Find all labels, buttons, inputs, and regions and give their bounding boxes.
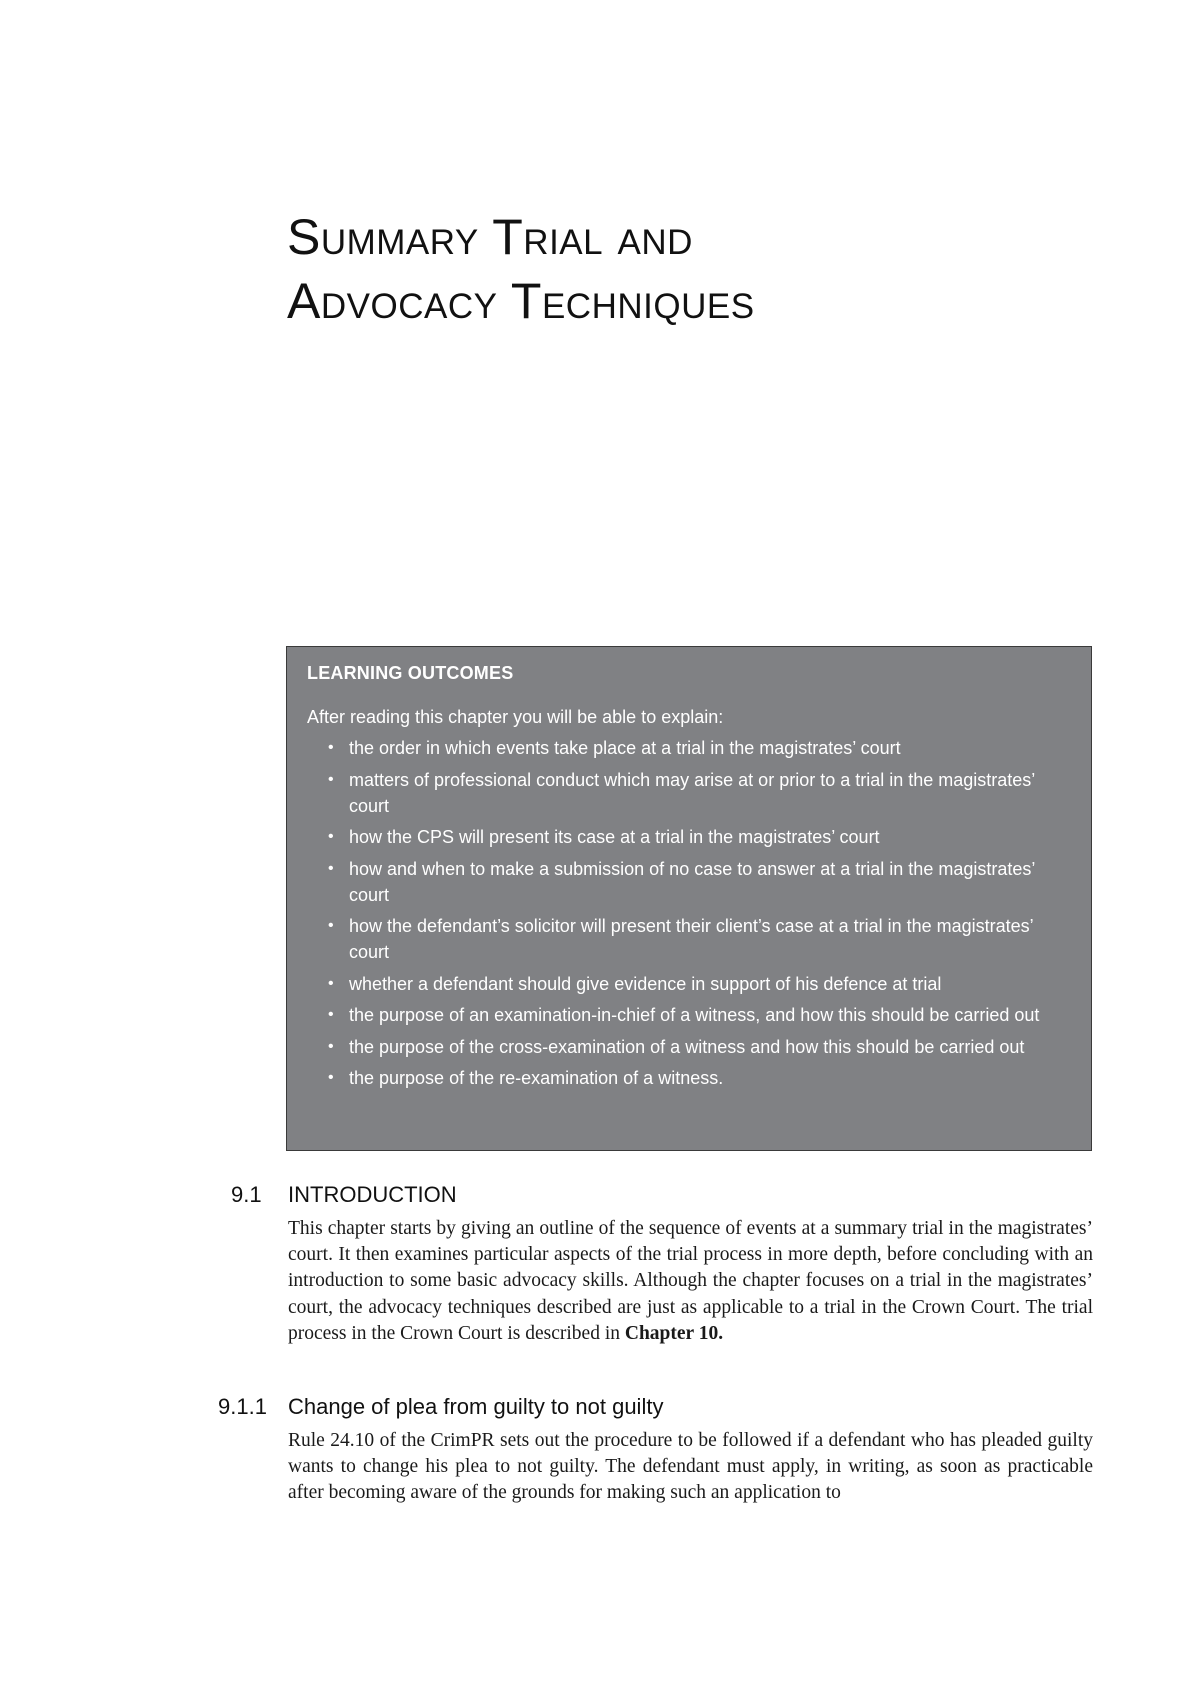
subsection-heading: Change of plea from guilty to not guilty (288, 1394, 664, 1419)
plea-change-paragraph: Rule 24.10 of the CrimPR sets out the procedure to be followed if a defendant who has pleaded guilty wants to change his plea to not guilty. The defendant must apply, in writing, as soon as practicable after becoming aware of the grounds for making such an application to (288, 1430, 1093, 1504)
learning-outcome-item: • how and when to make a submission of no case to answer at a trial in the magistrates’ court (349, 856, 1071, 908)
intro-paragraph-text: This chapter starts by giving an outline of the sequence of events at a summary trial in the magistrates’ court. It then examines particular aspects of the trial process in more depth, before concluding with an introduction to some basic advocacy skills. Although the chapter focuses on a trial in the magistrates’ court, the advocacy techniques described are just as applicable to a trial in the Crown Court. The trial process in the Crown Court is described in (288, 1218, 1093, 1344)
subsection-number: 9.1.1 (218, 1394, 267, 1419)
learning-outcomes-intro: After reading this chapter you will be able to explain: (307, 707, 724, 727)
chapter-reference-period: . (718, 1322, 724, 1344)
learning-outcomes-heading: LEARNING OUTCOMES (307, 663, 514, 683)
chapter-title-line1: Summary Trial and (287, 209, 693, 265)
chapter-reference: Chapter 10 (624, 1322, 719, 1344)
learning-outcome-item: • how the CPS will present its case at a trial in the magistrates’ court (349, 824, 1071, 850)
learning-outcomes-list (307, 735, 1071, 1091)
learning-outcomes-box (286, 646, 1092, 1151)
learning-outcome-item: • the purpose of an examination-in-chief of a witness, and how this should be carried out (349, 1002, 1071, 1028)
learning-outcome-item: • the order in which events take place at a trial in the magistrates’ court (349, 735, 1071, 761)
learning-outcome-item: • how the defendant’s solicitor will present their client’s case at a trial in the magistrates’ court (349, 913, 1071, 965)
learning-outcome-item: • the purpose of the re-examination of a witness. (349, 1065, 1071, 1091)
learning-outcome-item: • whether a defendant should give evidence in support of his defence at trial (349, 971, 1071, 997)
section-number: 9.1 (231, 1182, 262, 1207)
learning-outcome-item: • the purpose of the cross-examination of a witness and how this should be carried out (349, 1034, 1071, 1060)
section-heading: INTRODUCTION (288, 1182, 457, 1207)
chapter-title-line2: Advocacy Techniques (287, 273, 755, 329)
chapter-title (287, 205, 1107, 333)
intro-paragraph (288, 1216, 1093, 1347)
learning-outcome-item: • matters of professional conduct which may arise at or prior to a trial in the magistrates’ court (349, 767, 1071, 819)
